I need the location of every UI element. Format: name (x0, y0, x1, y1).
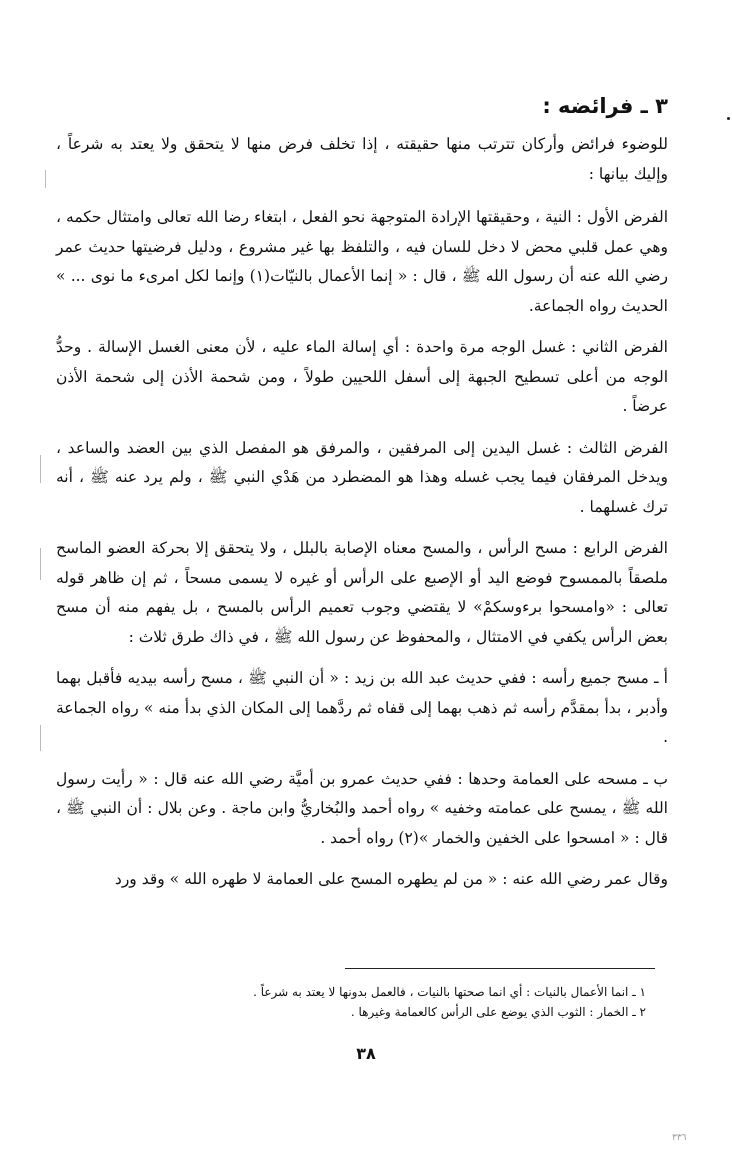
margin-mark (45, 170, 46, 188)
paragraph-fourth-obligation: الفرض الرابع : مسح الرأس ، والمسح معناه الإصابة بالبلل ، ولا يتحقق إلا بحركة العضو الماسح ملصقاً بالممسوح فوضع اليد أو الإصبع على الرأس أو غيره لا يسمى مسحاً ، ثم إن ظاهر قوله تعالى : «وامسحوا برءوسكمْ» لا يقتضي وجوب تعميم الرأس بالمسح ، بل يفهم منه أن مسح بعض الرأس يكفي في الامتثال ، والمحفوظ عن رسول الله ﷺ ، في ذاك طرق ثلاث : (56, 539, 668, 646)
footnote-1: ١ ـ انما الأعمال بالنيات : أي انما صحتها بالنيات ، فالعمل بدونها لا يعتد به شرعاً . (253, 985, 646, 999)
page-number: ٣٨ (356, 1044, 376, 1063)
margin-mark (40, 548, 41, 580)
paragraph-second-obligation: الفرض الثاني : غسل الوجه مرة واحدة : أي إسالة الماء عليه ، لأن معنى الغسل الإسالة . وحدُّ الوجه من أعلى تسطيح الجبهة إلى أسفل اللحيين طولاً ، ومن شحمة الأذن إلى شحمة الأذن عرضاً . (56, 338, 668, 415)
paragraph-method-a: أ ـ مسح جميع رأسه : ففي حديث عبد الله بن زيد : « أن النبي ﷺ ، مسح رأسه بيديه فأقبل بهما وأدبر ، بدأ بمقدَّم رأسه ثم ذهب بهما إلى قفاه ثم ردَّهما إلى المكان الذي بدأ منه » رواه الجماعة . (56, 669, 668, 746)
margin-mark (40, 725, 41, 751)
paragraph-omar: وقال عمر رضي الله عنه : « من لم يطهره المسح على العمامة لا طهره الله » وقد ورد (114, 870, 668, 888)
margin-mark (40, 455, 41, 483)
intro-paragraph: للوضوء فرائض وأركان تترتب منها حقيقته ، إذا تخلف فرض منها لا يتحقق ولا يعتد به شرعاً ، وإليك بيانها : (56, 135, 668, 183)
scan-mark: ٣٣٦ (672, 1133, 687, 1143)
section-heading: ٣ ـ فرائضه : (542, 94, 668, 118)
footnotes (56, 982, 646, 1022)
paragraph-method-b: ب ـ مسحه على العمامة وحدها : ففي حديث عمرو بن أميَّة رضي الله عنه قال : « رأيت رسول الله ﷺ ، يمسح على عمامته وخفيه » رواه أحمد والبُخاريُّ وابن ماجة . وعن بلال : أن النبي ﷺ ، قال : « امسحوا على الخفين والخمار »(٢) رواه أحمد . (56, 769, 668, 847)
paragraph-first-obligation: الفرض الأول : النية ، وحقيقتها الإرادة المتوجهة نحو الفعل ، ابتغاء رضا الله تعالى وامتثال حكمه ، وهي عمل قلبي محض لا دخل للسان فيه ، والتلفظ بها غير مشروع ، ودليل فرضيتها حديث عمر رضي الله عنه أن رسول الله ﷺ ، قال : « إنما الأعمال بالنيّات(١) وإنما لكل امرىء ما نوى ... » الحديث رواه الجماعة. (56, 208, 669, 315)
paragraph-third-obligation: الفرض الثالث : غسل اليدين إلى المرفقين ، والمرفق هو المفصل الذي بين العضد والساعد ، ويدخل المرفقان فيما يجب غسله وهذا هو المضطرد من هَدْي النبي ﷺ ، ولم يرد عنه ﷺ ، أنه ترك غسلهما . (56, 438, 668, 516)
scan-dot (727, 117, 730, 120)
footnote-2: ٢ ـ الخمار : الثوب الذي يوضع على الرأس كالعمامة وغيرها . (350, 1005, 646, 1019)
footnote-separator (345, 968, 655, 969)
page-body (56, 92, 668, 907)
